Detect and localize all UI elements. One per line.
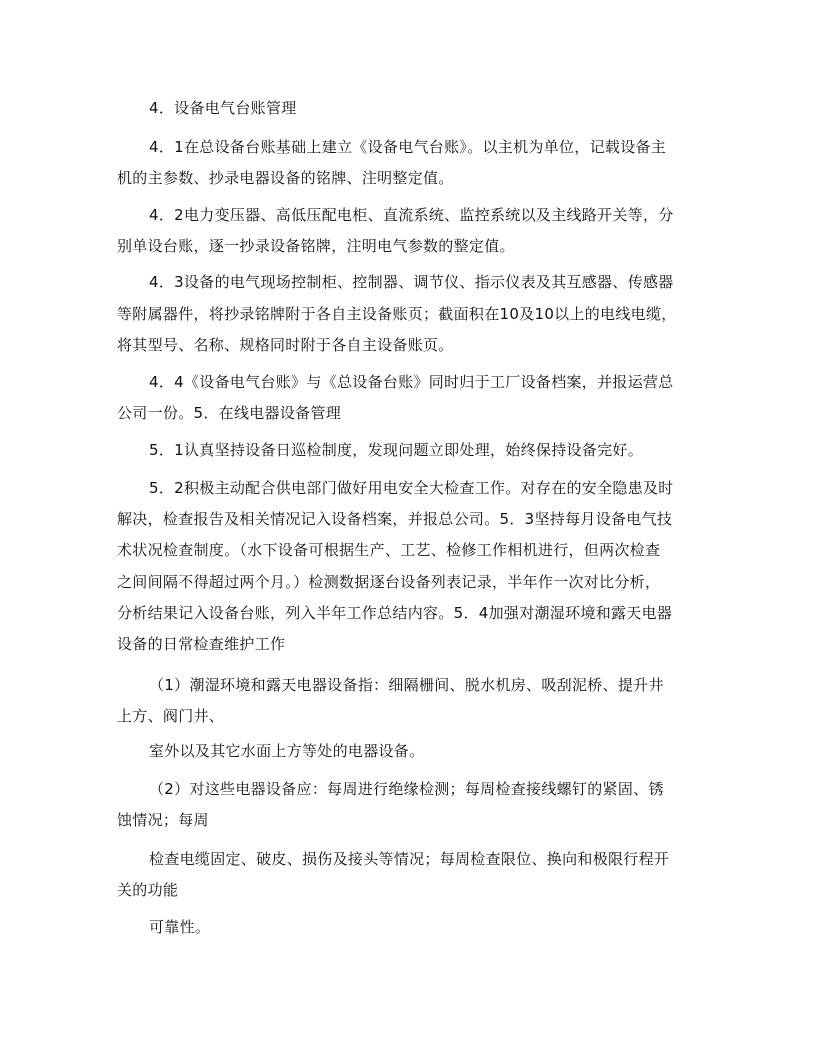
item-2-line-4: 关的功能	[117, 881, 179, 899]
paragraph-4-1-line-1: 4．1在总设备台账基础上建立《设备电气台账》。以主机为单位，记载设备主	[149, 138, 667, 156]
item-1-line-3: 室外以及其它水面上方等处的电器设备。	[149, 742, 425, 760]
item-1-line-2: 上方、阀门井、	[117, 707, 225, 725]
paragraph-4-1-line-2: 机的主参数、抄录电器设备的铭牌、注明整定值。	[117, 169, 454, 187]
paragraph-4-3-line-3: 将其型号、名称、规格同时附于各自主设备账页。	[117, 336, 454, 354]
item-2-line-1: （2）对这些电器设备应：每周进行绝缘检测；每周检查接线螺钉的紧固、锈	[149, 780, 664, 798]
paragraph-5-2-line-5: 分析结果记入设备台账，列入半年工作总结内容。5．4加强对潮湿环境和露天电器	[117, 604, 673, 622]
item-2-line-2: 蚀情况；每周	[117, 811, 209, 829]
paragraph-4-4-line-1: 4．4《设备电气台账》与《总设备台账》同时归于工厂设备档案，并报运营总	[149, 373, 674, 391]
paragraph-5-2-line-3: 术状况检查制度。（水下设备可根据生产、工艺、检修工作相机进行，但两次检查	[117, 541, 661, 559]
item-2-line-5: 可靠性。	[149, 918, 211, 936]
paragraph-4-3-line-1: 4．3设备的电气现场控制柜、控制器、调节仪、指示仪表及其互感器、传感器	[149, 273, 674, 291]
paragraph-5-1: 5．1认真坚持设备日巡检制度，发现问题立即处理，始终保持设备完好。	[149, 441, 643, 459]
item-1-line-1: （1）潮湿环境和露天电器设备指：细隔栅间、脱水机房、吸刮泥桥、提升井	[149, 676, 664, 694]
paragraph-4-2-line-1: 4．2电力变压器、高低压配电柜、直流系统、监控系统以及主线路开关等，分	[149, 206, 674, 224]
heading-section-4: 4．设备电气台账管理	[149, 99, 297, 117]
paragraph-5-2-line-1: 5．2积极主动配合供电部门做好用电安全大检查工作。对存在的安全隐患及时	[149, 479, 674, 497]
paragraph-5-2-line-2: 解决，检查报告及相关情况记入设备档案，并报总公司。5．3坚持每月设备电气技	[117, 510, 673, 528]
item-2-line-3: 检查电缆固定、破皮、损伤及接头等情况；每周检查限位、换向和极限行程开	[149, 850, 670, 868]
paragraph-4-3-line-2: 等附属器件，将抄录铭牌附于各自主设备账页；截面积在10及10以上的电线电缆，	[117, 305, 677, 323]
paragraph-4-4-line-2: 公司一份。5．在线电器设备管理	[117, 404, 342, 422]
paragraph-5-2-line-6: 设备的日常检查维护工作	[117, 635, 286, 653]
paragraph-4-2-line-2: 别单设台账，逐一抄录设备铭牌，注明电气参数的整定值。	[117, 237, 515, 255]
paragraph-5-2-line-4: 之间间隔不得超过两个月。）检测数据逐台设备列表记录，半年作一次对比分析，	[117, 573, 661, 591]
